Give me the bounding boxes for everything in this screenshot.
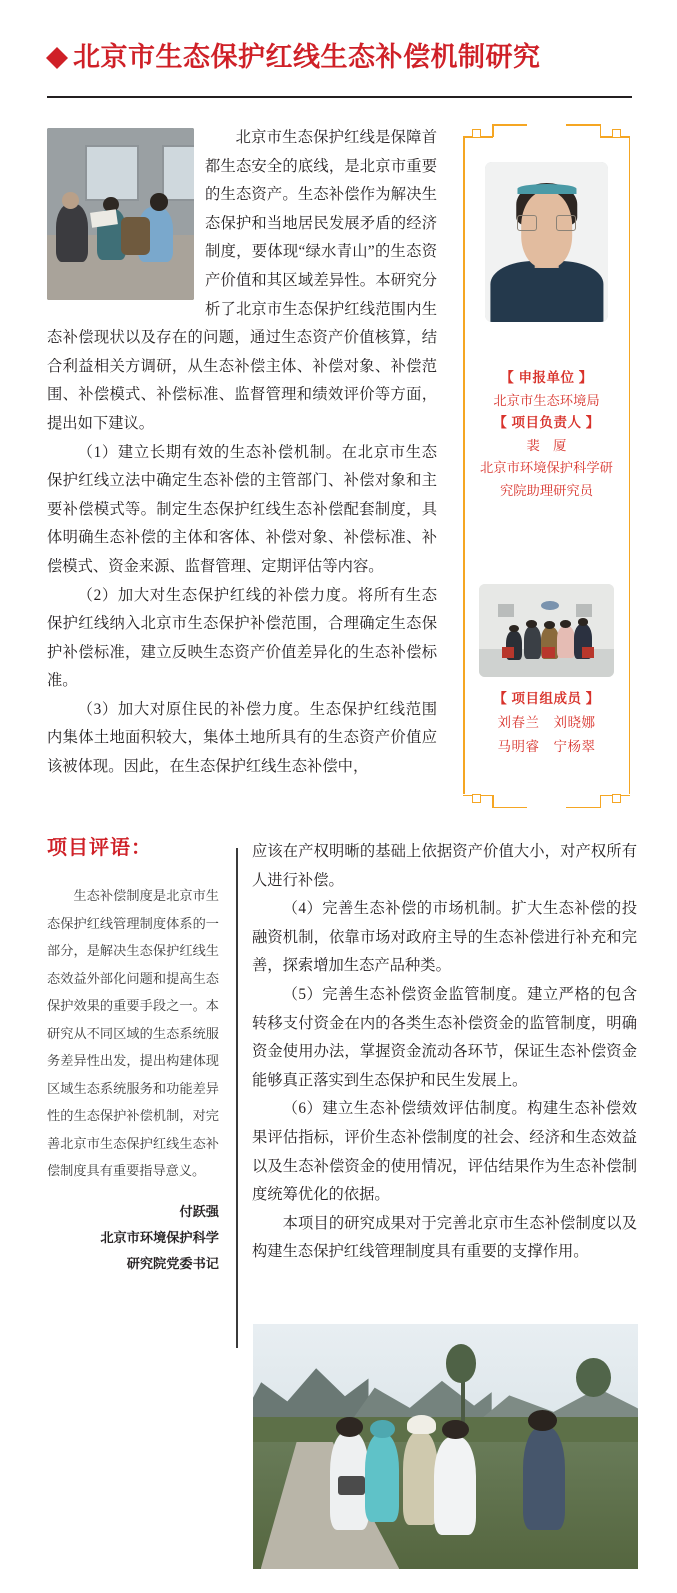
applicant-unit-value: 北京市生态环境局 (493, 392, 600, 408)
title-row (46, 44, 541, 71)
frame-border-left (463, 136, 465, 794)
frame-border-right (629, 136, 631, 794)
project-info-box (455, 122, 638, 808)
conclusion-paragraph: 本项目的研究成果对于完善北京市生态补偿制度以及构建生态保护红线管理制度具有重要的支撑作用。 (252, 1214, 637, 1261)
frame-ornament-top-right (566, 124, 601, 126)
column-divider (236, 848, 238, 1348)
project-members-block (467, 687, 626, 759)
article-paragraph: 北京市生态保护红线是保障首都生态安全的底线，是北京市重要的生态资产。生态补偿作为解决生态保护和当地居民发展矛盾的经济制度，要体现“绿水青山”的生态资产价值和其区域差异性。本研究分析了北京市生态保护红线范围内生态补偿现状以及存在的问题，通过生态资产价值核算，结合利益相关方调研，从生态补偿主体、补偿对象、补偿范围、补偿模式、补偿标准、监督管理和绩效评价等方面，提出如下建议。 (47, 129, 437, 432)
review-column (47, 838, 219, 1277)
applicant-unit-label: 【 申报单位 】 (500, 370, 593, 385)
member-name: 宁杨翠 (553, 739, 596, 754)
project-leader-title-line2: 究院助理研究员 (499, 482, 594, 498)
frame-ornament-bottom-left-stem (492, 795, 494, 808)
top-section (0, 110, 677, 825)
frame-ornament-bottom-right-stem (600, 795, 602, 808)
page-header (0, 0, 677, 110)
member-name: 刘晓娜 (553, 715, 596, 730)
signer-org-line1: 北京市环境保护科学 (100, 1229, 219, 1245)
article-paragraph: （1）建立长期有效的生态补偿机制。在北京市生态保护红线立法中确定生态补偿的主管部门、补偿对象和主要补偿模式等。制定生态保护红线生态补偿配套制度，具体明确生态补偿的主体和客体、补偿对象、补偿标准、补偿模式、资金来源、监督管理、定期评估等内容。 (47, 443, 437, 575)
village-interview-photo (47, 128, 194, 300)
frame-ornament-top-left-stem (492, 124, 494, 137)
article-column (47, 124, 437, 782)
project-leader-portrait (485, 162, 608, 322)
project-leader-name: 裴 厦 (526, 437, 567, 453)
review-title: 项目评语： (47, 837, 152, 859)
conclusion-paragraph: （5）完善生态补偿资金监管制度。建立严格的包含转移支付资金在内的各类生态补偿资金的监管制度，明确资金使用办法，掌握资金流动各环节，保证生态补偿资金能够真正落实到生态保护和民生发展上。 (252, 985, 637, 1089)
member-name: 刘春兰 (497, 715, 540, 730)
project-members-row (467, 735, 626, 759)
signer-org-line2: 研究院党委书记 (126, 1255, 219, 1271)
corner-square-icon (472, 794, 481, 803)
frame-ornament-top-right-stem (600, 124, 602, 137)
project-members-row (467, 711, 626, 735)
page-title: 北京市生态保护红线生态补偿机制研究 (73, 42, 541, 72)
conclusion-paragraph: 应该在产权明晰的基础上依据资产价值大小，对产权所有人进行补偿。 (252, 843, 637, 889)
corner-square-icon (472, 129, 481, 138)
project-leader-title-line1: 北京市环境保护科学研 (480, 460, 613, 475)
project-team-group-photo (479, 584, 614, 677)
header-divider (47, 96, 632, 98)
bottom-section (0, 838, 677, 1593)
member-name: 马明睿 (497, 739, 540, 754)
project-members-label: 【 项目组成员 】 (493, 691, 600, 706)
frame-ornament-top-left (492, 124, 527, 126)
conclusion-column (252, 838, 637, 1267)
conclusion-paragraph: （4）完善生态补偿的市场机制。扩大生态补偿的投融资机制，依靠市场对政府主导的生态补偿进行补充和完善，探索增加生态产品种类。 (252, 900, 637, 975)
frame-ornament-bottom-right (566, 807, 601, 809)
corner-square-icon (612, 129, 621, 138)
project-leader-label: 【 项目负责人 】 (493, 415, 600, 430)
frame-ornament-bottom-left (492, 807, 527, 809)
corner-square-icon (612, 794, 621, 803)
review-signature (47, 1199, 219, 1277)
diamond-icon (46, 36, 68, 58)
field-survey-photo (253, 1324, 638, 1569)
signer-name: 付跃强 (179, 1203, 219, 1219)
review-body (47, 882, 219, 1185)
conclusion-body (252, 838, 637, 1267)
conclusion-paragraph: （6）建立生态补偿绩效评估制度。构建生态补偿效果评估指标，评价生态补偿制度的社会、经济和生态效益以及生态补偿资金的使用情况，评估结果作为生态补偿制度统筹优化的依据。 (252, 1100, 637, 1204)
article-paragraph: （2）加大对生态保护红线的补偿力度。将所有生态保护红线纳入北京市生态保护补偿范围，合理确定生态保护补偿标准，建立反映生态资产价值差异化的生态补偿标准。 (47, 586, 437, 690)
article-paragraph: （3）加大对原住民的补偿力度。生态保护红线范围内集体土地面积较大，集体土地所具有的生态资产价值应该被体现。因此，在生态保护红线生态补偿中， (47, 700, 437, 776)
project-info-text (467, 367, 626, 502)
review-paragraph: 生态补偿制度是北京市生态保护红线管理制度体系的一部分，是解决生态保护红线生态效益外部化问题和提高生态保护效果的重要手段之一。本研究从不同区域的生态系统服务差异性出发，提出构建体现区域生态系统服务和功能差异性的生态保护补偿机制，对完善北京市生态保护红线生态补偿制度具有重要指导意义。 (47, 888, 219, 1178)
